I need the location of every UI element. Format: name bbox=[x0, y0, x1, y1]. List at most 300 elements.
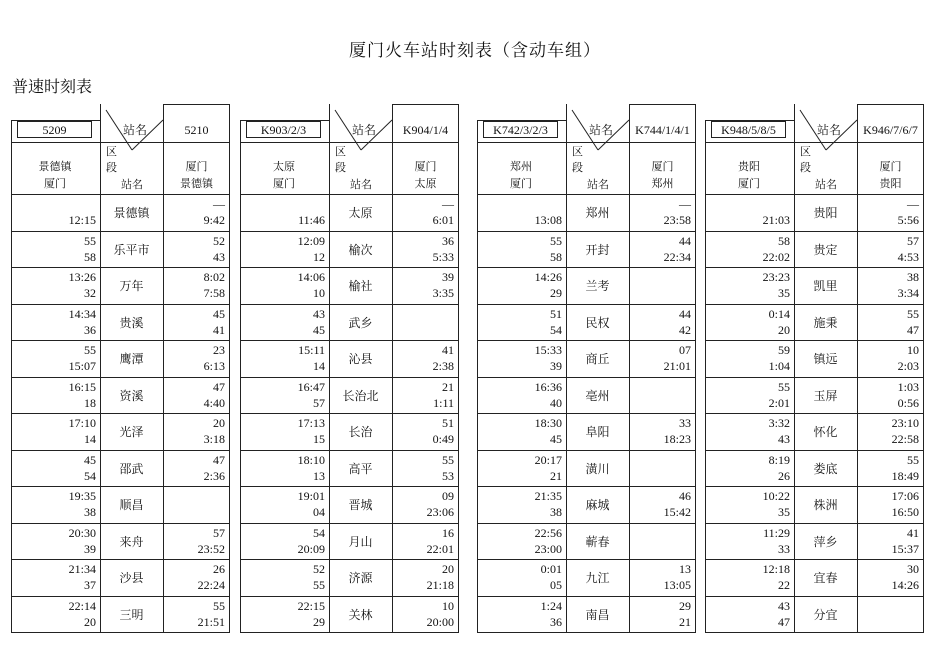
station-name: 邵武 bbox=[119, 461, 144, 476]
station-name: 顺昌 bbox=[119, 498, 144, 512]
station-name: 兰考 bbox=[585, 279, 610, 293]
section-header-duan: 段 bbox=[572, 161, 583, 174]
train-number-down: K742/3/2/3 bbox=[483, 121, 558, 138]
arrival-time: 33 bbox=[679, 416, 691, 430]
arrival-time: 45 bbox=[213, 306, 225, 321]
station-name: 怀化 bbox=[813, 425, 838, 439]
arrival-time: 22:56 bbox=[534, 525, 562, 540]
table-border bbox=[11, 304, 230, 305]
arrival-time: 26 bbox=[213, 562, 225, 576]
departure-time: 5:56 bbox=[897, 213, 919, 227]
arrival-time: — bbox=[679, 197, 691, 211]
departure-time: 41 bbox=[213, 322, 225, 337]
station-name: 分宜 bbox=[813, 607, 838, 622]
departure-time: 43 bbox=[213, 249, 225, 264]
departure-time: 54 bbox=[84, 468, 96, 483]
arrival-time: 17:06 bbox=[891, 489, 919, 503]
table-border bbox=[240, 340, 459, 341]
station-name: 沙县 bbox=[119, 571, 144, 585]
arrival-time: 20 bbox=[213, 416, 225, 430]
station-name: 济源 bbox=[348, 571, 373, 585]
table-border bbox=[705, 304, 924, 305]
table-border bbox=[11, 231, 230, 232]
table-border bbox=[705, 340, 924, 341]
table-border bbox=[477, 267, 696, 268]
departure-time: 12:15 bbox=[68, 213, 96, 227]
station-name: 阜阳 bbox=[585, 425, 610, 439]
station-name: 贵定 bbox=[813, 242, 838, 257]
table-border bbox=[163, 104, 230, 105]
table-border bbox=[240, 304, 459, 305]
station-name: 月山 bbox=[348, 534, 373, 549]
departure-time: 22:24 bbox=[197, 578, 225, 592]
table-border bbox=[705, 632, 924, 633]
station-name: 麻城 bbox=[585, 498, 610, 512]
arrival-time: 55 bbox=[213, 598, 225, 613]
departure-time: 13:05 bbox=[663, 578, 691, 592]
station-name: 关林 bbox=[348, 607, 373, 622]
table-border bbox=[477, 596, 696, 597]
departure-time: 10 bbox=[313, 286, 325, 300]
table-border bbox=[11, 194, 230, 195]
departure-time: 45 bbox=[313, 322, 325, 337]
section-title: 普速时刻表 bbox=[12, 77, 93, 96]
table-border bbox=[477, 523, 696, 524]
departure-time: 13:08 bbox=[534, 213, 562, 227]
departure-time: 40 bbox=[550, 395, 562, 410]
table-border bbox=[240, 632, 459, 633]
departure-time: 20 bbox=[84, 614, 96, 629]
arrival-time: 38 bbox=[907, 270, 919, 284]
departure-time: 33 bbox=[778, 541, 790, 556]
arrival-time: 23:23 bbox=[762, 270, 790, 284]
departure-time: 18:49 bbox=[891, 468, 919, 483]
arrival-time: 21:35 bbox=[534, 489, 562, 503]
arrival-time: 14:26 bbox=[534, 270, 562, 284]
departure-time: 6:01 bbox=[432, 213, 454, 227]
station-name: 郑州 bbox=[585, 206, 610, 220]
departure-time: 04 bbox=[313, 505, 325, 519]
departure-time: 54 bbox=[550, 322, 562, 337]
table-border bbox=[11, 450, 230, 451]
page-title: 厦门火车站时刻表（含动车组） bbox=[349, 41, 601, 61]
departure-time: 38 bbox=[84, 505, 96, 519]
station-name: 娄底 bbox=[813, 461, 838, 476]
arrival-time: 44 bbox=[679, 233, 691, 248]
departure-time: 20:00 bbox=[426, 614, 454, 629]
table-border bbox=[705, 194, 924, 195]
arrival-time: 46 bbox=[679, 489, 691, 503]
departure-time: 14 bbox=[84, 432, 96, 446]
station-name: 蕲春 bbox=[585, 534, 610, 549]
table-border bbox=[11, 596, 230, 597]
arrival-time: 19:01 bbox=[297, 489, 325, 503]
table-border bbox=[240, 559, 459, 560]
arrival-time: 22:14 bbox=[68, 598, 96, 613]
table-border bbox=[477, 304, 696, 305]
table-border bbox=[705, 450, 924, 451]
station-name: 潢川 bbox=[585, 461, 610, 476]
departure-time: 4:40 bbox=[203, 395, 225, 410]
departure-time: 39 bbox=[550, 359, 562, 373]
departure-time: 36 bbox=[550, 614, 562, 629]
arrival-time: 45 bbox=[84, 452, 96, 467]
station-name: 榆次 bbox=[348, 242, 373, 257]
departure-time: 26 bbox=[778, 468, 790, 483]
table-border bbox=[566, 104, 567, 632]
arrival-time: 52 bbox=[213, 233, 225, 248]
departure-time: 3:34 bbox=[897, 286, 919, 300]
departure-time: 12 bbox=[313, 249, 325, 264]
table-border bbox=[477, 377, 696, 378]
train-number-up: K744/1/4/1 bbox=[635, 123, 690, 137]
departure-time: 29 bbox=[550, 286, 562, 300]
arrival-time: 51 bbox=[550, 306, 562, 321]
arrival-time: 10 bbox=[442, 598, 454, 613]
arrival-time: 55 bbox=[907, 306, 919, 321]
station-name: 贵阳 bbox=[813, 206, 838, 220]
arrival-time: 51 bbox=[442, 416, 454, 430]
station-name: 贵溪 bbox=[119, 315, 144, 330]
station-name-header: 站名 bbox=[587, 178, 609, 191]
departure-time: 43 bbox=[778, 432, 790, 446]
section-header-duan: 段 bbox=[106, 161, 117, 174]
table-border bbox=[240, 413, 459, 414]
departure-time: 14 bbox=[313, 359, 325, 373]
station-header: 站名 bbox=[589, 123, 614, 137]
table-border bbox=[705, 596, 924, 597]
station-name: 民权 bbox=[585, 315, 610, 330]
departure-time: 22:01 bbox=[426, 541, 454, 556]
arrival-time: 36 bbox=[442, 233, 454, 248]
arrival-time: — bbox=[442, 197, 454, 211]
table-border bbox=[705, 267, 924, 268]
departure-time: 35 bbox=[778, 286, 790, 300]
departure-time: 0:56 bbox=[897, 395, 919, 410]
departure-time: 16:50 bbox=[891, 505, 919, 519]
departure-time: 21:03 bbox=[762, 213, 790, 227]
section-header-qu: 区 bbox=[106, 145, 117, 158]
arrival-time: 12:18 bbox=[762, 562, 790, 576]
departure-time: 2:38 bbox=[432, 359, 454, 373]
arrival-time: 16:47 bbox=[297, 379, 325, 394]
arrival-time: 20:17 bbox=[534, 452, 562, 467]
arrival-time: 10:22 bbox=[762, 489, 790, 503]
departure-time: 15:37 bbox=[891, 541, 919, 556]
departure-time: 14:26 bbox=[891, 578, 919, 592]
departure-time: 15:07 bbox=[68, 359, 96, 373]
departure-time: 3:35 bbox=[432, 286, 454, 300]
station-name: 长治 bbox=[348, 425, 373, 439]
direction-from: 厦门 bbox=[879, 160, 902, 173]
table-border bbox=[477, 559, 696, 560]
timetable-block bbox=[705, 104, 924, 632]
station-header: 站名 bbox=[123, 123, 148, 137]
departure-time: 36 bbox=[84, 322, 96, 337]
section-header-duan: 段 bbox=[335, 161, 346, 174]
departure-time: 38 bbox=[550, 505, 562, 519]
departure-time: 18 bbox=[84, 395, 96, 410]
arrival-time: 15:11 bbox=[298, 343, 325, 357]
station-name: 乐平市 bbox=[113, 242, 150, 257]
direction-to: 厦门 bbox=[510, 177, 532, 190]
arrival-time: 54 bbox=[313, 525, 325, 540]
departure-time: 20 bbox=[778, 322, 790, 337]
arrival-time: 59 bbox=[778, 343, 790, 357]
arrival-time: 47 bbox=[213, 379, 225, 394]
arrival-time: 13:26 bbox=[68, 270, 96, 284]
station-name: 株洲 bbox=[813, 498, 838, 512]
departure-time: 2:01 bbox=[768, 395, 790, 410]
arrival-time: 23 bbox=[213, 343, 225, 357]
table-border bbox=[11, 486, 230, 487]
direction-to: 太原 bbox=[414, 177, 437, 190]
arrival-time: 17:13 bbox=[297, 416, 325, 430]
station-name: 凯里 bbox=[813, 279, 838, 293]
direction-to: 厦门 bbox=[44, 177, 66, 190]
station-name: 宜春 bbox=[813, 571, 838, 585]
departure-time: 4:53 bbox=[897, 249, 919, 264]
table-border bbox=[705, 486, 924, 487]
direction-from: 厦门 bbox=[651, 160, 674, 173]
arrival-time: 14:34 bbox=[68, 306, 96, 321]
direction-to: 贵阳 bbox=[879, 177, 902, 190]
departure-time: 21:51 bbox=[197, 614, 225, 629]
table-border bbox=[240, 377, 459, 378]
departure-time: 13 bbox=[313, 468, 325, 483]
station-name-header: 站名 bbox=[815, 178, 837, 191]
station-name: 九江 bbox=[585, 571, 610, 585]
departure-time: 0:49 bbox=[432, 432, 454, 446]
table-border bbox=[392, 104, 459, 105]
arrival-time: 52 bbox=[313, 562, 325, 576]
arrival-time: 09 bbox=[442, 489, 454, 503]
table-border bbox=[477, 450, 696, 451]
departure-time: 6:13 bbox=[203, 359, 225, 373]
table-border bbox=[240, 523, 459, 524]
arrival-time: 55 bbox=[907, 452, 919, 467]
arrival-time: 30 bbox=[907, 562, 919, 576]
station-name: 太原 bbox=[348, 206, 373, 220]
station-name: 三明 bbox=[119, 607, 144, 622]
arrival-time: 17:10 bbox=[68, 416, 96, 430]
departure-time: 21:01 bbox=[663, 359, 691, 373]
departure-time: 35 bbox=[778, 505, 790, 519]
departure-time: 45 bbox=[550, 432, 562, 446]
station-name: 光泽 bbox=[119, 425, 144, 439]
departure-time: 37 bbox=[84, 578, 96, 592]
station-name: 榆社 bbox=[348, 279, 373, 293]
arrival-time: 15:33 bbox=[534, 343, 562, 357]
station-name: 高平 bbox=[348, 461, 373, 476]
departure-time: 18:23 bbox=[663, 432, 691, 446]
station-name: 亳州 bbox=[585, 388, 610, 403]
station-name: 萍乡 bbox=[813, 534, 838, 549]
arrival-time: 10 bbox=[907, 343, 919, 357]
table-border bbox=[477, 340, 696, 341]
departure-time: 23:58 bbox=[663, 213, 691, 227]
arrival-time: 13 bbox=[679, 562, 691, 576]
arrival-time: 20:30 bbox=[68, 525, 96, 540]
section-header-qu: 区 bbox=[800, 145, 811, 158]
departure-time: 55 bbox=[313, 578, 325, 592]
station-name-header: 站名 bbox=[350, 178, 372, 191]
arrival-time: 55 bbox=[84, 343, 96, 357]
departure-time: 22:58 bbox=[891, 432, 919, 446]
table-border bbox=[240, 486, 459, 487]
direction-to: 景德镇 bbox=[180, 177, 213, 190]
arrival-time: 3:32 bbox=[768, 416, 790, 430]
arrival-time: 8:19 bbox=[768, 452, 790, 467]
departure-time: 15 bbox=[313, 432, 325, 446]
table-border bbox=[705, 377, 924, 378]
arrival-time: 29 bbox=[679, 598, 691, 613]
arrival-time: 0:01 bbox=[540, 562, 562, 576]
departure-time: 21 bbox=[550, 468, 562, 483]
table-border bbox=[705, 231, 924, 232]
table-border bbox=[11, 559, 230, 560]
departure-time: 42 bbox=[679, 322, 691, 337]
station-name: 沁县 bbox=[348, 352, 373, 366]
arrival-time: 20 bbox=[442, 562, 454, 576]
arrival-time: — bbox=[907, 197, 919, 211]
departure-time: 2:36 bbox=[203, 468, 225, 483]
station-name: 商丘 bbox=[585, 352, 610, 366]
direction-from: 贵阳 bbox=[738, 160, 760, 173]
table-border bbox=[329, 104, 330, 632]
arrival-time: 43 bbox=[313, 306, 325, 321]
arrival-time: 0:14 bbox=[768, 306, 790, 321]
station-name: 开封 bbox=[585, 242, 610, 257]
arrival-time: — bbox=[213, 197, 225, 211]
direction-from: 太原 bbox=[273, 160, 295, 173]
arrival-time: 8:02 bbox=[203, 270, 225, 284]
arrival-time: 55 bbox=[550, 233, 562, 248]
departure-time: 39 bbox=[84, 541, 96, 556]
departure-time: 53 bbox=[442, 468, 454, 483]
direction-from: 厦门 bbox=[185, 160, 208, 173]
arrival-time: 18:10 bbox=[297, 452, 325, 467]
arrival-time: 16:36 bbox=[534, 379, 562, 394]
station-name: 武乡 bbox=[348, 315, 373, 330]
station-name: 万年 bbox=[119, 279, 144, 293]
arrival-time: 58 bbox=[778, 233, 790, 248]
arrival-time: 1:24 bbox=[540, 598, 562, 613]
arrival-time: 21 bbox=[442, 379, 454, 394]
departure-time: 05 bbox=[550, 578, 562, 592]
table-border bbox=[705, 523, 924, 524]
table-border bbox=[240, 194, 459, 195]
departure-time: 58 bbox=[84, 249, 96, 264]
departure-time: 15:42 bbox=[663, 505, 691, 519]
train-number-down: K948/5/8/5 bbox=[711, 121, 786, 138]
station-name-header: 站名 bbox=[121, 178, 143, 191]
table-border bbox=[705, 559, 924, 560]
arrival-time: 11:29 bbox=[763, 525, 790, 540]
departure-time: 47 bbox=[778, 614, 790, 629]
arrival-time: 22:15 bbox=[297, 598, 325, 613]
station-name: 南昌 bbox=[585, 607, 610, 622]
arrival-time: 18:30 bbox=[534, 416, 562, 430]
arrival-time: 21:34 bbox=[68, 562, 96, 576]
departure-time: 47 bbox=[907, 322, 919, 337]
direction-to: 郑州 bbox=[651, 177, 674, 190]
table-border bbox=[477, 194, 696, 195]
train-number-down: 5209 bbox=[17, 121, 92, 138]
departure-time: 7:58 bbox=[203, 286, 225, 300]
arrival-time: 19:35 bbox=[68, 489, 96, 503]
table-border bbox=[11, 377, 230, 378]
arrival-time: 12:09 bbox=[297, 233, 325, 248]
station-name: 资溪 bbox=[119, 388, 144, 403]
station-header: 站名 bbox=[817, 123, 842, 137]
direction-to: 厦门 bbox=[738, 177, 760, 190]
departure-time: 58 bbox=[550, 249, 562, 264]
train-number-up: K904/1/4 bbox=[402, 123, 449, 137]
station-name: 景德镇 bbox=[113, 206, 150, 220]
departure-time: 22 bbox=[778, 578, 790, 592]
departure-time: 23:06 bbox=[426, 505, 454, 519]
table-border bbox=[11, 267, 230, 268]
section-header-qu: 区 bbox=[335, 145, 346, 158]
table-border bbox=[477, 413, 696, 414]
departure-time: 21 bbox=[679, 614, 691, 629]
arrival-time: 55 bbox=[778, 379, 790, 394]
departure-time: 23:00 bbox=[534, 541, 562, 556]
station-name: 来舟 bbox=[119, 534, 144, 549]
table-border bbox=[11, 632, 230, 633]
arrival-time: 57 bbox=[907, 233, 919, 248]
departure-time: 57 bbox=[313, 395, 325, 410]
direction-from: 郑州 bbox=[510, 160, 532, 173]
arrival-time: 1:03 bbox=[897, 379, 919, 394]
arrival-time: 55 bbox=[442, 452, 454, 467]
table-border bbox=[477, 632, 696, 633]
table-border bbox=[11, 413, 230, 414]
departure-time: 23:52 bbox=[197, 541, 225, 556]
table-border bbox=[705, 413, 924, 414]
arrival-time: 39 bbox=[442, 270, 454, 284]
timetable-block bbox=[240, 104, 459, 632]
table-border bbox=[240, 267, 459, 268]
direction-to: 厦门 bbox=[273, 177, 295, 190]
arrival-time: 41 bbox=[442, 343, 454, 357]
section-header-duan: 段 bbox=[800, 161, 811, 174]
table-border bbox=[240, 596, 459, 597]
arrival-time: 16 bbox=[442, 525, 454, 540]
arrival-time: 44 bbox=[679, 306, 691, 321]
table-border bbox=[240, 450, 459, 451]
arrival-time: 47 bbox=[213, 452, 225, 467]
table-border bbox=[629, 104, 696, 105]
arrival-time: 16:15 bbox=[68, 379, 96, 394]
arrival-time: 23:10 bbox=[891, 416, 919, 430]
direction-from: 景德镇 bbox=[38, 160, 72, 173]
table-border bbox=[100, 104, 101, 632]
departure-time: 9:42 bbox=[203, 213, 225, 227]
departure-time: 2:03 bbox=[897, 359, 919, 373]
table-border bbox=[11, 523, 230, 524]
departure-time: 22:34 bbox=[663, 249, 691, 264]
arrival-time: 55 bbox=[84, 233, 96, 248]
arrival-time: 41 bbox=[907, 525, 919, 540]
table-border bbox=[794, 104, 795, 632]
departure-time: 32 bbox=[84, 286, 96, 300]
train-number-up: 5210 bbox=[184, 123, 209, 137]
arrival-time: 07 bbox=[679, 343, 691, 357]
table-border bbox=[11, 340, 230, 341]
departure-time: 1:04 bbox=[768, 359, 790, 373]
